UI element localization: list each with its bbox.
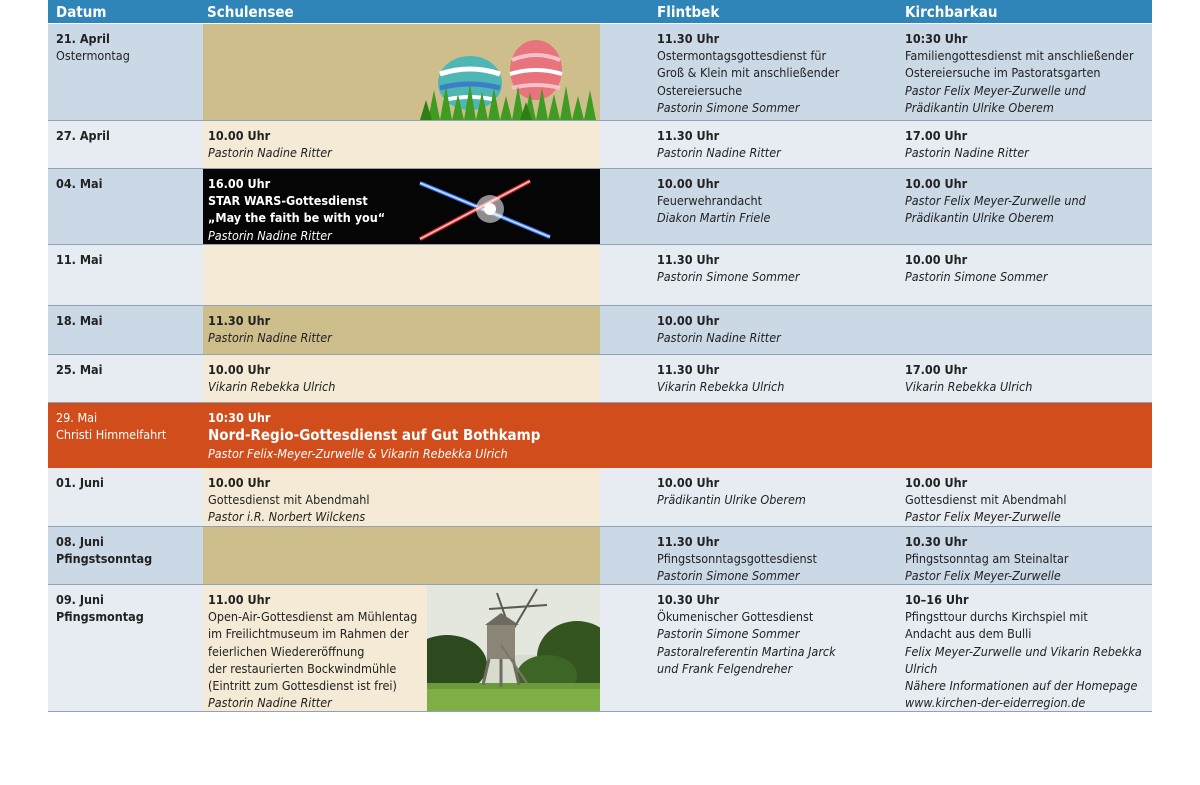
officiant: Pastor i.R. Norbert Wilckens	[208, 509, 366, 525]
schulensee-cell	[203, 585, 600, 711]
schulensee-cell	[203, 245, 600, 305]
date: 08. Juni	[56, 534, 104, 549]
flintbek-cell	[600, 355, 847, 402]
service-time: 11.30 Uhr	[657, 362, 720, 377]
flintbek-cell	[600, 527, 847, 584]
date-cell	[48, 355, 203, 402]
service-title: im Freilichtmuseum im Rahmen der	[208, 626, 409, 642]
date-cell	[48, 468, 203, 526]
table-row	[48, 245, 1152, 306]
holiday-name: Pfingsmontag	[56, 609, 144, 625]
date: 25. Mai	[56, 362, 103, 377]
service-time: 10.00 Uhr	[208, 475, 271, 490]
officiant: Pastorin Simone Sommer	[905, 269, 1048, 285]
officiant: Pastorin Nadine Ritter	[208, 695, 332, 711]
kirchbarkau-cell	[847, 121, 1152, 168]
windmill-photo	[427, 585, 600, 711]
service-motto: „May the faith be with you“	[208, 210, 386, 226]
table-row	[48, 24, 1152, 121]
service-title: Ostereiersuche im Pastoratsgarten	[905, 65, 1101, 81]
officiant: Pastor Felix Meyer-Zurwelle	[905, 509, 1061, 525]
flintbek-cell	[600, 24, 847, 120]
homepage-link[interactable]: www.kirchen-der-eiderregion.de	[905, 695, 1086, 711]
schulensee-cell	[203, 306, 600, 354]
service-title: STAR WARS-Gottesdienst	[208, 193, 368, 209]
schulensee-cell	[203, 24, 600, 120]
officiant: Pastor Felix Meyer-Zurwelle und	[905, 193, 1086, 209]
officiant: Pastorin Simone Sommer	[657, 568, 800, 584]
service-title: Ökumenischer Gottesdienst	[657, 609, 814, 625]
date-cell	[48, 169, 203, 244]
service-time: 10:30 Uhr	[208, 410, 271, 425]
date-cell	[48, 24, 203, 120]
service-time: 10.00 Uhr	[208, 128, 271, 143]
schulensee-cell	[203, 527, 600, 584]
info-note: Nähere Informationen auf der Homepage	[905, 678, 1138, 694]
officiant: Pastor Felix Meyer-Zurwelle	[905, 568, 1061, 584]
service-title: Pfingstsonntag am Steinaltar	[905, 551, 1069, 567]
table-row	[48, 169, 1152, 245]
lightsaber-icon	[400, 169, 600, 243]
officiant: Pastorin Nadine Ritter	[208, 227, 332, 243]
date: 29. Mai	[56, 410, 98, 425]
date: 04. Mai	[56, 176, 103, 191]
service-title: Andacht aus dem Bulli	[905, 626, 1032, 642]
service-title: Open-Air-Gottesdienst am Mühlentag	[208, 609, 418, 625]
flintbek-cell	[600, 245, 847, 305]
event-title: Nord-Regio-Gottesdienst auf Gut Bothkamp	[208, 426, 541, 445]
highlight-row	[48, 403, 1152, 468]
service-time: 10.30 Uhr	[657, 592, 720, 607]
officiant: Pastor Felix Meyer-Zurwelle und	[905, 82, 1086, 98]
officiant: Pastorin Nadine Ritter	[208, 145, 332, 161]
date-cell	[48, 245, 203, 305]
date: 21. April	[56, 31, 110, 46]
officiant: Vikarin Rebekka Ulrich	[905, 379, 1033, 395]
service-time: 11.30 Uhr	[208, 313, 271, 328]
service-time: 10.00 Uhr	[657, 313, 720, 328]
service-time: 10.00 Uhr	[657, 475, 720, 490]
date: 01. Juni	[56, 475, 104, 490]
service-time: 11.30 Uhr	[657, 534, 720, 549]
kirchbarkau-cell	[847, 169, 1152, 244]
officiant: Pastorin Simone Sommer	[657, 99, 800, 115]
table-row	[48, 585, 1152, 712]
officiant: Prädikantin Ulrike Oberem	[905, 99, 1054, 115]
service-time: 17.00 Uhr	[905, 128, 968, 143]
flintbek-cell	[600, 169, 847, 244]
service-time: 16.00 Uhr	[208, 176, 271, 191]
header-kirchbarkau: Kirchbarkau	[905, 3, 998, 21]
service-title: Pfingsttour durchs Kirchspiel mit	[905, 609, 1088, 625]
flintbek-cell	[600, 121, 847, 168]
admission-note: (Eintritt zum Gottesdienst ist frei)	[208, 678, 397, 694]
officiant: Prädikantin Ulrike Oberem	[657, 492, 806, 508]
officiant: Pastoralreferentin Martina Jarck	[657, 643, 836, 659]
table-row	[48, 527, 1152, 585]
service-time: 11.30 Uhr	[657, 128, 720, 143]
service-time: 10.00 Uhr	[657, 176, 720, 191]
kirchbarkau-cell	[847, 24, 1152, 120]
officiant: Prädikantin Ulrike Oberem	[905, 210, 1054, 226]
kirchbarkau-cell	[847, 468, 1152, 526]
service-title: Ostereiersuche	[657, 82, 743, 98]
service-time: 10.00 Uhr	[905, 252, 968, 267]
officiant: Pastorin Nadine Ritter	[208, 330, 332, 346]
service-time: 11.00 Uhr	[208, 592, 271, 607]
table-row	[48, 306, 1152, 355]
officiant: Diakon Martin Friele	[657, 210, 771, 226]
regio-event-cell	[203, 403, 1152, 468]
service-title: der restaurierten Bockwindmühle	[208, 660, 397, 676]
service-time: 10–16 Uhr	[905, 592, 969, 607]
service-title: feierlichen Wiedereröffnung	[208, 643, 365, 659]
officiant: Vikarin Rebekka Ulrich	[208, 379, 336, 395]
table-row	[48, 468, 1152, 527]
date: 11. Mai	[56, 252, 103, 267]
service-title: Gottesdienst mit Abendmahl	[208, 492, 370, 508]
holiday-name: Christi Himmelfahrt	[56, 427, 167, 443]
officiant: Pastorin Simone Sommer	[657, 626, 800, 642]
service-time: 10.00 Uhr	[905, 176, 968, 191]
table-row	[48, 121, 1152, 169]
service-time: 10.00 Uhr	[905, 475, 968, 490]
schulensee-cell	[203, 468, 600, 526]
holiday-name: Pfingstsonntag	[56, 551, 153, 567]
service-time: 10:30 Uhr	[905, 31, 968, 46]
header-datum: Datum	[56, 3, 107, 21]
flintbek-cell	[600, 585, 847, 711]
officiant: Pastor Felix-Meyer-Zurwelle & Vikarin Rebekka Ulrich	[208, 446, 508, 462]
service-title: Familiengottesdienst mit anschließender	[905, 48, 1134, 64]
kirchbarkau-cell	[847, 585, 1152, 711]
service-time: 11.30 Uhr	[657, 31, 720, 46]
service-time: 10.30 Uhr	[905, 534, 968, 549]
table-row	[48, 355, 1152, 403]
officiant: Felix Meyer-Zurwelle und Vikarin Rebekka	[905, 643, 1142, 659]
officiant: Pastorin Nadine Ritter	[905, 145, 1029, 161]
officiant: Pastorin Simone Sommer	[657, 269, 800, 285]
service-title: Ostermontagsgottesdienst für	[657, 48, 827, 64]
kirchbarkau-cell	[847, 527, 1152, 584]
service-title: Pfingstsonntagsgottesdienst	[657, 551, 817, 567]
officiant: Pastorin Nadine Ritter	[657, 145, 781, 161]
schulensee-cell	[203, 355, 600, 402]
holiday-name: Ostermontag	[56, 48, 130, 64]
date: 18. Mai	[56, 313, 103, 328]
flintbek-cell	[600, 306, 847, 354]
service-title: Gottesdienst mit Abendmahl	[905, 492, 1067, 508]
date-cell	[48, 403, 203, 468]
date-cell	[48, 585, 203, 711]
officiant: und Frank Felgendreher	[657, 660, 793, 676]
header-schulensee: Schulensee	[207, 3, 294, 21]
easter-eggs-icon	[400, 38, 600, 120]
officiant: Pastorin Nadine Ritter	[657, 330, 781, 346]
table-header	[48, 0, 1152, 23]
officiant: Vikarin Rebekka Ulrich	[657, 379, 785, 395]
service-time: 10.00 Uhr	[208, 362, 271, 377]
service-time: 17.00 Uhr	[905, 362, 968, 377]
header-flintbek: Flintbek	[657, 3, 720, 21]
kirchbarkau-cell	[847, 355, 1152, 402]
service-time: 11.30 Uhr	[657, 252, 720, 267]
kirchbarkau-cell	[847, 245, 1152, 305]
kirchbarkau-cell	[847, 306, 1152, 354]
date: 09. Juni	[56, 592, 104, 607]
date-cell	[48, 527, 203, 584]
service-title: Groß & Klein mit anschließender	[657, 65, 840, 81]
officiant: Ulrich	[905, 660, 938, 676]
service-title: Feuerwehrandacht	[657, 193, 763, 209]
flintbek-cell	[600, 468, 847, 526]
date: 27. April	[56, 128, 110, 143]
schulensee-cell	[203, 121, 600, 168]
schulensee-cell	[203, 169, 600, 244]
date-cell	[48, 306, 203, 354]
date-cell	[48, 121, 203, 168]
